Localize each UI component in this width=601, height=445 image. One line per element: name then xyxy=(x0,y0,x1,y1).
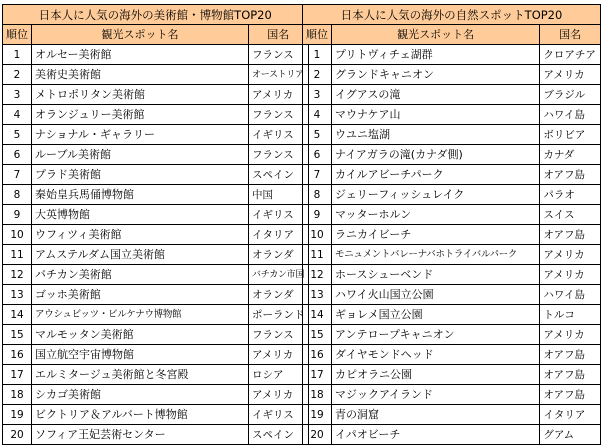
spot-name-cell: ゴッホ美術館 xyxy=(32,285,249,305)
museums-table-body xyxy=(3,45,309,445)
table-row xyxy=(3,185,309,205)
spot-name-cell: メトロポリタン美術館 xyxy=(32,85,249,105)
spot-name-cell: イパオビーチ xyxy=(332,425,540,445)
nature-ranking-table xyxy=(302,4,601,445)
location-cell: パラオ xyxy=(540,185,601,205)
rank-cell: 10 xyxy=(303,225,332,245)
table-row xyxy=(303,105,601,125)
spot-name-cell: ギョレメ国立公園 xyxy=(332,305,540,325)
rank-cell: 11 xyxy=(303,245,332,265)
location-cell: オランダ xyxy=(249,285,309,305)
table-row xyxy=(3,145,309,165)
spot-name-cell: プリトヴィチェ湖群 xyxy=(332,45,540,65)
rank-header: 順位 xyxy=(3,25,32,45)
spot-name-cell: 青の洞窟 xyxy=(332,405,540,425)
location-cell: オアフ島 xyxy=(540,365,601,385)
location-cell: オアフ島 xyxy=(540,345,601,365)
table-row xyxy=(303,345,601,365)
table-row xyxy=(303,45,601,65)
rank-cell: 20 xyxy=(3,425,32,445)
rank-cell: 18 xyxy=(3,385,32,405)
rank-cell: 19 xyxy=(303,405,332,425)
location-cell: イギリス xyxy=(249,205,309,225)
spot-name-cell: アウシュビッツ・ビルケナウ博物館 xyxy=(32,305,249,325)
spot-name-cell: シカゴ美術館 xyxy=(32,385,249,405)
nature-table-body xyxy=(303,45,601,445)
spot-name-cell: モニュメントバレーナバホトライバルパーク xyxy=(332,245,540,265)
table-row xyxy=(3,325,309,345)
spot-name-cell: グランドキャニオン xyxy=(332,65,540,85)
spot-name-cell: マッターホルン xyxy=(332,205,540,225)
spot-header: 観光スポット名 xyxy=(332,25,540,45)
spot-name-cell: マウナケア山 xyxy=(332,105,540,125)
location-cell: フランス xyxy=(249,45,309,65)
rank-cell: 17 xyxy=(3,365,32,385)
spot-name-cell: ハワイ火山国立公園 xyxy=(332,285,540,305)
table-row xyxy=(303,425,601,445)
rank-cell: 4 xyxy=(3,105,32,125)
location-cell: 中国 xyxy=(249,185,309,205)
spot-name-cell: ウフィツィ美術館 xyxy=(32,225,249,245)
table-row xyxy=(3,85,309,105)
table-row xyxy=(303,145,601,165)
location-cell: アメリカ xyxy=(540,325,601,345)
rank-cell: 19 xyxy=(3,405,32,425)
spot-name-cell: ナショナル・ギャラリー xyxy=(32,125,249,145)
spot-name-cell: カイルアビーチパーク xyxy=(332,165,540,185)
spot-name-cell: プラド美術館 xyxy=(32,165,249,185)
spot-header: 観光スポット名 xyxy=(32,25,249,45)
spot-name-cell: ルーブル美術館 xyxy=(32,145,249,165)
location-cell: カナダ xyxy=(540,145,601,165)
spot-name-cell: オランジュリー美術館 xyxy=(32,105,249,125)
spot-name-cell: ダイヤモンドヘッド xyxy=(332,345,540,365)
spot-name-cell: ビクトリア＆アルバート博物館 xyxy=(32,405,249,425)
location-cell: イギリス xyxy=(249,405,309,425)
table-row xyxy=(3,345,309,365)
table-row xyxy=(303,65,601,85)
table-row xyxy=(3,285,309,305)
table-row xyxy=(303,405,601,425)
table-row xyxy=(3,305,309,325)
spot-name-cell: 大英博物館 xyxy=(32,205,249,225)
rank-cell: 16 xyxy=(303,345,332,365)
location-cell: ポーランド xyxy=(249,305,309,325)
table-row xyxy=(3,205,309,225)
location-cell: ロシア xyxy=(249,365,309,385)
table-row xyxy=(3,65,309,85)
table-row xyxy=(303,265,601,285)
rank-cell: 18 xyxy=(303,385,332,405)
table-row xyxy=(3,225,309,245)
rank-cell: 16 xyxy=(3,345,32,365)
rank-cell: 13 xyxy=(3,285,32,305)
location-cell: グアム xyxy=(540,425,601,445)
location-cell: アメリカ xyxy=(249,385,309,405)
location-cell: バチカン市国 xyxy=(249,265,309,285)
spot-name-cell: ホースシューベンド xyxy=(332,265,540,285)
location-header: 国名 xyxy=(540,25,601,45)
location-cell: ボリビア xyxy=(540,125,601,145)
location-cell: オアフ島 xyxy=(540,225,601,245)
spot-name-cell: ジェリーフィッシュレイク xyxy=(332,185,540,205)
rank-cell: 8 xyxy=(303,185,332,205)
table-row xyxy=(3,425,309,445)
table-row xyxy=(303,385,601,405)
table-row xyxy=(303,205,601,225)
rank-cell: 1 xyxy=(3,45,32,65)
table-row xyxy=(3,385,309,405)
table-row xyxy=(303,285,601,305)
table-row xyxy=(303,185,601,205)
rank-cell: 7 xyxy=(3,165,32,185)
spot-name-cell: マルモッタン美術館 xyxy=(32,325,249,345)
table-row xyxy=(303,305,601,325)
location-cell: ブラジル xyxy=(540,85,601,105)
rank-cell: 6 xyxy=(3,145,32,165)
spot-name-cell: 国立航空宇宙博物館 xyxy=(32,345,249,365)
spot-name-cell: アンテロープキャニオン xyxy=(332,325,540,345)
spot-name-cell: 美術史美術館 xyxy=(32,65,249,85)
rank-cell: 2 xyxy=(3,65,32,85)
location-cell: オアフ島 xyxy=(540,385,601,405)
rank-cell: 1 xyxy=(303,45,332,65)
location-cell: ハワイ島 xyxy=(540,105,601,125)
table-row xyxy=(3,125,309,145)
table-row xyxy=(303,85,601,105)
spot-name-cell: バチカン美術館 xyxy=(32,265,249,285)
rank-cell: 12 xyxy=(303,265,332,285)
table-row xyxy=(303,165,601,185)
location-cell: アメリカ xyxy=(249,345,309,365)
location-cell: トルコ xyxy=(540,305,601,325)
rank-cell: 3 xyxy=(3,85,32,105)
nature-table-title: 日本人に人気の海外の自然スポットTOP20 xyxy=(303,5,601,25)
location-cell: スペイン xyxy=(249,165,309,185)
location-cell: フランス xyxy=(249,325,309,345)
museums-table-panel xyxy=(2,4,309,445)
location-cell: アメリカ xyxy=(540,65,601,85)
location-cell: オアフ島 xyxy=(540,165,601,185)
table-row xyxy=(303,245,601,265)
spot-name-cell: ソフィア王妃芸術センター xyxy=(32,425,249,445)
spot-name-cell: 秦始皇兵馬俑博物館 xyxy=(32,185,249,205)
spot-name-cell: ラニカイビーチ xyxy=(332,225,540,245)
table-row xyxy=(3,245,309,265)
rank-cell: 6 xyxy=(303,145,332,165)
spot-name-cell: ウユニ塩湖 xyxy=(332,125,540,145)
rank-cell: 13 xyxy=(303,285,332,305)
rank-cell: 7 xyxy=(303,165,332,185)
location-cell: スイス xyxy=(540,205,601,225)
location-cell: オランダ xyxy=(249,245,309,265)
rank-cell: 4 xyxy=(303,105,332,125)
rank-cell: 2 xyxy=(303,65,332,85)
museums-table-title: 日本人に人気の海外の美術館・博物館TOP20 xyxy=(3,5,309,25)
rank-cell: 12 xyxy=(3,265,32,285)
spot-name-cell: エルミタージュ美術館と冬宮殿 xyxy=(32,365,249,385)
location-cell: アメリカ xyxy=(249,85,309,105)
location-cell: アメリカ xyxy=(540,245,601,265)
rank-cell: 17 xyxy=(303,365,332,385)
rank-cell: 8 xyxy=(3,185,32,205)
rank-cell: 5 xyxy=(3,125,32,145)
rank-cell: 14 xyxy=(3,305,32,325)
spot-name-cell: オルセー美術館 xyxy=(32,45,249,65)
rank-cell: 3 xyxy=(303,85,332,105)
table-row xyxy=(3,405,309,425)
rank-cell: 14 xyxy=(303,305,332,325)
rank-cell: 5 xyxy=(303,125,332,145)
location-cell: スペイン xyxy=(249,425,309,445)
museums-ranking-table xyxy=(2,4,309,445)
spot-name-cell: イグアスの滝 xyxy=(332,85,540,105)
rank-cell: 10 xyxy=(3,225,32,245)
rank-cell: 15 xyxy=(303,325,332,345)
table-row xyxy=(303,325,601,345)
spot-name-cell: ナイアガラの滝(カナダ側) xyxy=(332,145,540,165)
spot-name-cell: マジックアイランド xyxy=(332,385,540,405)
rank-cell: 9 xyxy=(3,205,32,225)
location-cell: フランス xyxy=(249,105,309,125)
location-cell: イギリス xyxy=(249,125,309,145)
table-row xyxy=(3,265,309,285)
location-cell: ハワイ島 xyxy=(540,285,601,305)
table-row xyxy=(303,125,601,145)
table-row xyxy=(3,105,309,125)
rank-cell: 9 xyxy=(303,205,332,225)
rank-header: 順位 xyxy=(303,25,332,45)
rank-cell: 15 xyxy=(3,325,32,345)
location-cell: オーストリア xyxy=(249,65,309,85)
location-cell: イタリア xyxy=(540,405,601,425)
rank-cell: 11 xyxy=(3,245,32,265)
location-cell: フランス xyxy=(249,145,309,165)
table-row xyxy=(3,365,309,385)
table-row xyxy=(303,365,601,385)
table-row xyxy=(303,225,601,245)
location-cell: クロアチア xyxy=(540,45,601,65)
spot-name-cell: アムステルダム国立美術館 xyxy=(32,245,249,265)
spot-name-cell: カピオラニ公園 xyxy=(332,365,540,385)
rank-cell: 20 xyxy=(303,425,332,445)
location-cell: アメリカ xyxy=(540,265,601,285)
table-row xyxy=(3,45,309,65)
location-header: 国名 xyxy=(249,25,309,45)
nature-table-panel xyxy=(302,4,601,445)
location-cell: イタリア xyxy=(249,225,309,245)
table-row xyxy=(3,165,309,185)
